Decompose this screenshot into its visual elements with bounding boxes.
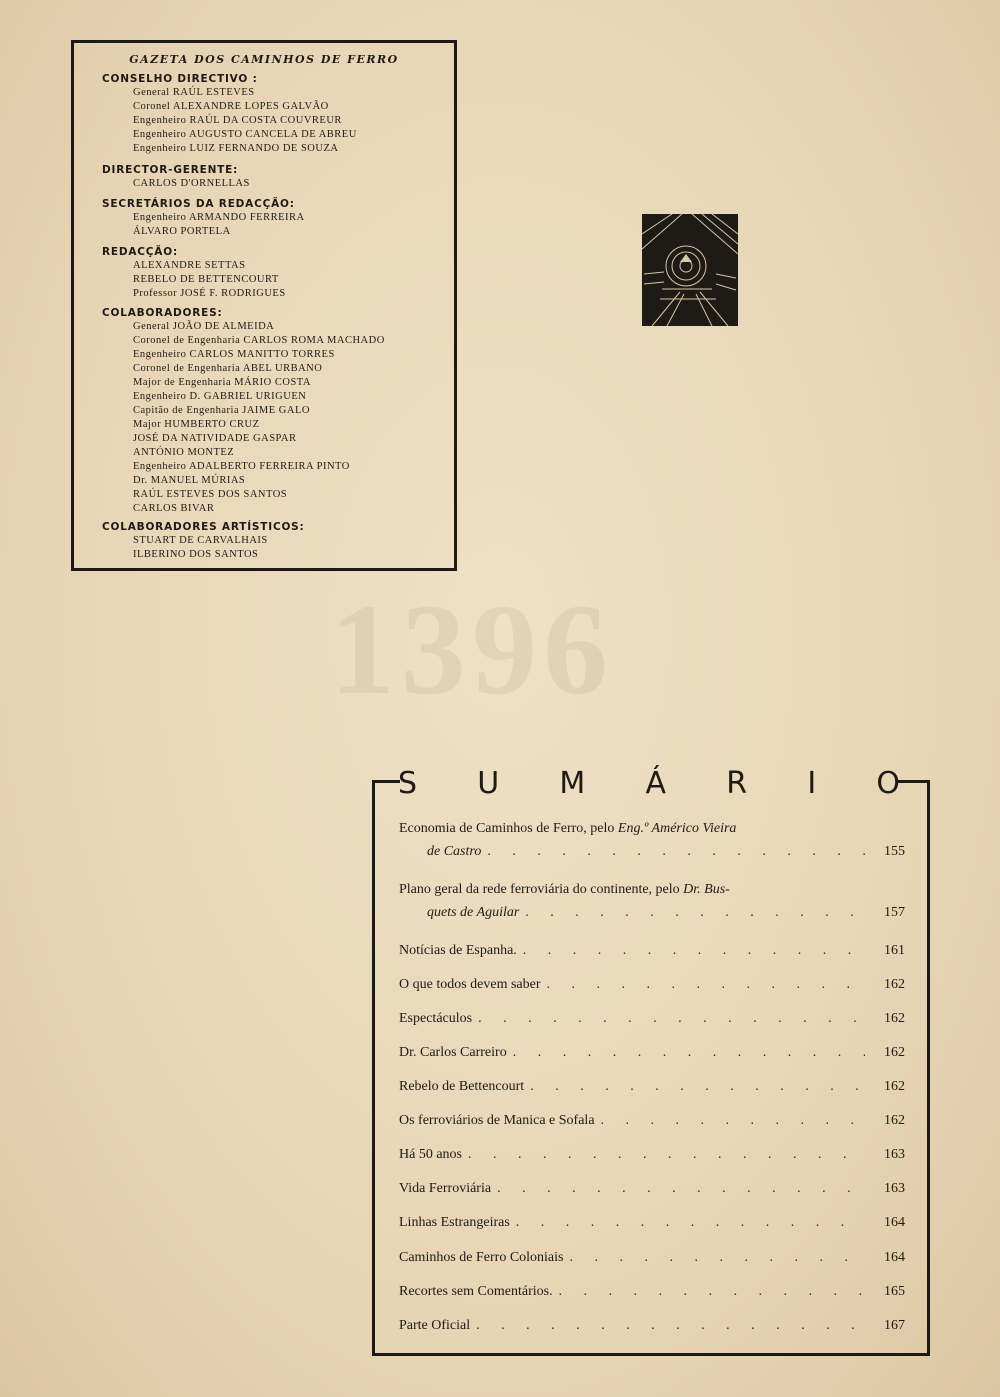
toc-leader-dots [523,942,865,960]
toc-entry [399,1044,905,1062]
toc-leader-dots [468,1146,865,1164]
toc-leader-dots [559,1283,865,1301]
staff-name: REBELO DE BETTENCOURT [133,274,279,285]
summary-title-letter: U [477,765,500,801]
toc-leader-dots [525,904,865,922]
staff-name: CARLOS D'ORNELLAS [133,178,250,189]
toc-entry-text: Notícias de Espanha. [399,943,517,958]
toc-leader-dots [478,1010,865,1028]
toc-entry [399,1112,905,1130]
staff-name: General RAÚL ESTEVES [133,87,255,98]
section-heading-artisticos: COLABORADORES ARTÍSTICOS: [102,521,305,533]
summary-title-letter: S [398,765,418,801]
staff-name: ILBERINO DOS SANTOS [133,549,259,560]
toc-page-number: 164 [884,1215,905,1230]
summary-box [372,780,930,1356]
toc-entry-text: Recortes sem Comentários. [399,1284,553,1299]
toc-entry [399,1010,905,1028]
toc-leader-dots [476,1317,865,1335]
toc-entry [399,1180,905,1198]
toc-entry [399,976,905,994]
toc-page-number: 163 [884,1147,905,1162]
toc-entry [399,1146,905,1164]
toc-entry-continuation [399,843,905,861]
toc-leader-dots [497,1180,865,1198]
staff-name: Major de Engenharia MÁRIO COSTA [133,377,311,388]
toc-entry-text: Parte Oficial [399,1318,471,1333]
staff-name: ANTÓNIO MONTEZ [133,447,235,458]
staff-name: JOSÉ DA NATIVIDADE GASPAR [133,433,297,444]
toc-entry-text: Os ferroviários de Manica e Sofala [399,1113,595,1128]
toc-entry-text: O que todos devem saber [399,977,541,992]
staff-name: Engenheiro ADALBERTO FERREIRA PINTO [133,461,350,472]
toc-entry [399,820,905,838]
summary-title-letter: Á [645,765,667,801]
ghost-year-text: 1396 [330,578,614,722]
summary-title-letter: M [559,765,586,801]
toc-entry-author: Dr. Bus- [683,882,730,897]
toc-leader-dots [530,1078,865,1096]
staff-name: Dr. MANUEL MÚRIAS [133,475,246,486]
summary-top-rule-right [898,780,930,783]
toc-leader-dots [487,843,865,861]
toc-entry [399,1249,905,1267]
toc-entry-text: Há 50 anos [399,1147,462,1162]
staff-name: General JOÃO DE ALMEIDA [133,321,275,332]
toc-entry-text: Vida Ferroviária [399,1181,492,1196]
toc-entry-text: Rebelo de Bettencourt [399,1079,525,1094]
staff-name: Coronel de Engenharia ABEL URBANO [133,363,323,374]
staff-box [71,40,457,571]
toc-entry [399,1283,905,1301]
staff-name: Professor JOSÉ F. RODRIGUES [133,288,286,299]
toc-page-number: 162 [884,977,905,992]
toc-page-number: 161 [884,943,905,958]
staff-name: Major HUMBERTO CRUZ [133,419,260,430]
toc-entry-text: Dr. Carlos Carreiro [399,1045,507,1060]
summary-title-letter: O [876,765,900,801]
toc-leader-dots [601,1112,865,1130]
staff-name: Engenheiro D. GABRIEL URIGUEN [133,391,307,402]
toc-entry [399,881,905,899]
toc-entry-continuation [399,904,905,922]
staff-name: Coronel de Engenharia CARLOS ROMA MACHADO [133,335,385,346]
toc-page-number: 162 [884,1045,905,1060]
toc-leader-dots [513,1044,865,1062]
section-heading-director: DIRECTOR-GERENTE: [102,164,239,176]
staff-name: ALEXANDRE SETTAS [133,260,246,271]
toc-leader-dots [516,1214,865,1232]
staff-name: Engenheiro CARLOS MANITTO TORRES [133,349,335,360]
toc-entry-text: Plano geral da rede ferroviária do continente, pelo [399,882,684,897]
staff-name: Engenheiro LUIZ FERNANDO DE SOUZA [133,143,339,154]
staff-name: RAÚL ESTEVES DOS SANTOS [133,489,288,500]
toc-entry [399,942,905,960]
staff-name: Capitão de Engenharia JAIME GALO [133,405,310,416]
toc-entry [399,1078,905,1096]
locomotive-engraving [642,214,738,326]
staff-name: Engenheiro AUGUSTO CANCELA DE ABREU [133,129,357,140]
staff-name: CARLOS BIVAR [133,503,215,514]
summary-title [398,764,900,802]
toc-page-number: 162 [884,1113,905,1128]
toc-page-number: 167 [884,1318,905,1333]
toc-leader-dots [547,976,865,994]
toc-entry-author: quets de Aguilar [427,905,520,920]
toc-entry [399,1214,905,1232]
section-heading-secretarios: SECRETÁRIOS DA REDACÇÃO: [102,198,295,210]
toc-entry-text: Espectáculos [399,1011,473,1026]
summary-title-letter: I [807,765,817,801]
toc-entry-author: Eng.º Américo Vieira [617,821,737,836]
staff-name: ÁLVARO PORTELA [133,226,231,237]
section-heading-colaboradores: COLABORADORES: [102,307,223,319]
staff-title: GAZETA DOS CAMINHOS DE FERRO [129,53,399,66]
toc-page-number: 165 [884,1284,905,1299]
toc-page-number: 162 [884,1079,905,1094]
toc-entry-text: Linhas Estrangeiras [399,1215,510,1230]
toc-page-number: 162 [884,1011,905,1026]
staff-name: Coronel ALEXANDRE LOPES GALVÃO [133,101,329,112]
section-heading-conselho: CONSELHO DIRECTIVO : [102,73,258,85]
toc-entry-text: Caminhos de Ferro Coloniais [399,1250,564,1265]
staff-name: Engenheiro RAÚL DA COSTA COUVREUR [133,115,342,126]
toc-entry-text: Economia de Caminhos de Ferro, pelo [399,821,618,836]
toc-page-number: 164 [884,1250,905,1265]
staff-name: STUART DE CARVALHAIS [133,535,268,546]
summary-title-letter: R [726,765,748,801]
toc-entry-author: de Castro [427,844,482,859]
section-heading-redaccao: REDACÇÃO: [102,246,178,258]
toc-page-number: 155 [884,844,905,859]
toc-leader-dots [570,1249,866,1267]
summary-top-rule-left [372,780,400,783]
toc-page-number: 163 [884,1181,905,1196]
toc-page-number: 157 [884,905,905,920]
staff-name: Engenheiro ARMANDO FERREIRA [133,212,305,223]
toc-entry [399,1317,905,1335]
